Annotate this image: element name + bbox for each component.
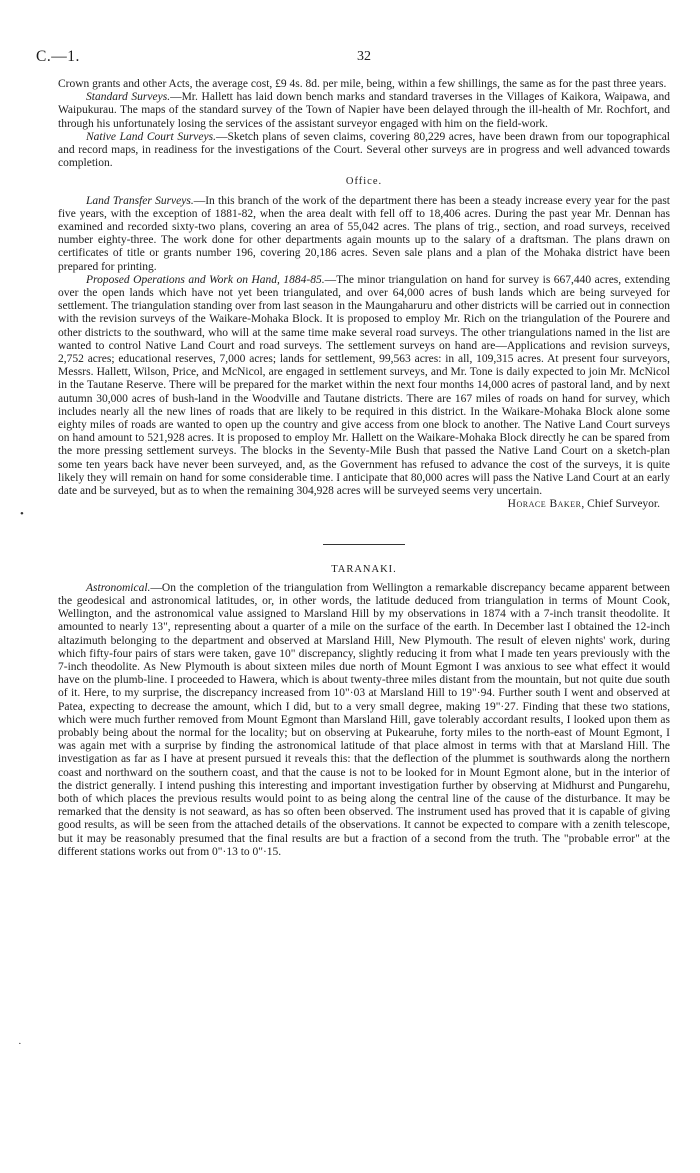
office-heading: Office. — [345, 176, 383, 188]
land-transfer-text: —In this branch of the work of the department there has been a steady increase every year for the past five years, with the exception of 1881-82, when the area dealt with fell off to 18,406 acres. During the past year Mr. Dennan has examined and recorded sixty-two plans, covering an area of 55,042 acres. The plans of trig., section, and road surveys, received number eighty-three. The work done for other departments again mounts up to the salary of a draftsman. The plans drawn on certificates of title or grants number 196, covering 20,186 acres. Seven sale plans and a plan of the Mohaka district have been prepared for printing. — [58, 194, 670, 273]
signature-title: , Chief Surveyor. — [581, 498, 660, 511]
page-number: 32 — [357, 49, 371, 64]
astronomical-text: —On the completion of the triangulation from Wellington a remarkable discrepancy became apparent between the geodesical and astronomical latitudes, or, in other words, the latitude deduced from triangulation in terms of Mount Cook, Wellington, and the astronomical value assigned to Marsland Hill by my observations in 1874 with a 7-inch transit theodolite. It amounted to nearly 13", representing about a quarter of a mile on the surface of the earth. In December last I obtained the 12-inch altazimuth belonging to the department and observed at Marsland Hill, New Plymouth. The result of eleven nights' work, during which fifty-four pairs of stars were taken, gave 10" discrepancy, slightly reducing it from what I made ten years previously with the 7-inch theodolite. As New Plymouth is about sixteen miles due north of Mount Egmont I was anxious to see what effect it would have on the plumb-line. I proceeded to Hawera, which is about twenty-three miles distant from the mountain, but not quite due south of it. Here, to my surprise, the discrepancy increased from 10"·03 at Marsland Hill to 19"·94. Further south I went and observed at Patea, expecting to decrease the amount, which I did, but to a very small degree, making 19"·27. Finding that these two stations, which were much further removed from Mount Egmont than Marsland Hill, gave tolerably accordant results, I looked upon them as probably being about the normal for the locality; but on observing at Pukearuhe, forty miles to the north-east of Mount Egmont, I was again met with a surprise by finding the astronomical latitude of that place almost in terms with that at Marsland Hill. The investigation as far as I have at present pursued it reveals this: that the deflection of the plummet is southwards along the northern coast and northward on the southern coast, and that the cause is not to be looked for in Mount Egmont alone, but in the interior of the district generally. I intend pushing this interesting and important investigation further by observing at Midhurst and Pungarehu, both of which places the previous results would point to as being along the central line of the cause of the disturbance. It may be remarked that the density is not seaward, as has so often been observed. The instrument used has proved that it is capable of giving good results, as will be seen from the attached details of the observations. It cannot be expected to compare with a zenith telescope, but it may be reasonably presumed that the final results are but a fraction of a second from the truth. The "probable error" at the different stations works out from 0"·13 to 0"·15. — [58, 581, 670, 858]
astronomical-title: Astronomical. — [86, 581, 151, 594]
paragraph-astronomical — [58, 582, 670, 859]
paragraph-land-transfer — [58, 195, 670, 274]
native-land-court-text: —Sketch plans of seven claims, covering 80,229 acres, have been drawn from our topographical and record maps, in readiness for the investigations of the Court. Several other surveys are in progress and well advanced towards completion. — [58, 130, 670, 170]
signature-name: Horace Baker — [507, 498, 582, 511]
land-transfer-title: Land Transfer Surveys. — [86, 194, 194, 207]
taranaki-heading: TARANAKI. — [331, 563, 397, 575]
margin-dot: • — [20, 508, 24, 520]
proposed-operations-title: Proposed Operations and Work on Hand, 1884-85. — [86, 273, 325, 286]
section-divider — [323, 544, 405, 545]
native-land-court-title: Native Land Court Surveys. — [86, 130, 216, 143]
standard-surveys-text: —Mr. Hallett has laid down bench marks and standard traverses in the Villages of Kaikora, Waipawa, and Waipukurau. The maps of the standard survey of the Town of Napier have been delayed through the ill-health of Mr. Rochfort, and through his unfortunately losing the services of the assistant surveyor engaged with him on the field-work. — [58, 91, 670, 130]
paragraph-standard-surveys — [58, 91, 670, 131]
proposed-operations-text: —The minor triangulation on hand for survey is 667,440 acres, extending over the open lands which have not yet been triangulated, and over 64,000 acres of bush lands which are being surveyed for settlement. The triangulation standing over from last season in the Maungaharuru and other districts will be carried out in connection with the revision surveys of the Waikare-Mohaka Block. It is proposed to employ Mr. Rich on the triangulation of the Pourere and other districts to the southward, who will at the same time make several road surveys. The other triangulations named in the list are wanted to control Native Land Court and road surveys. The settlement surveys on hand are—Applications and revision surveys, 2,752 acres; educational reserves, 7,000 acres; lands for settlement, 99,563 acres: in all, 109,315 acres. At present four surveyors, Messrs. Hallett, Wilson, Price, and McNicol, are engaged in settlement surveys, and Mr. Tone is daily expected to join Mr. McNicol in the Tautane Reserve. There will be prepared for the market within the next four months 14,000 acres of pastoral land, and by next autumn 30,000 acres of bush-land in the Woodville and Tautane districts. There are 167 miles of roads on hand for survey, which includes nearly all the new lines of roads that are likely to be required in this district. In the Waikare-Mohaka Block alone some eighty miles of roads are wanted to open up the country and give access from one block to another. The Native Land Court surveys on hand amount to 521,928 acres. It is proposed to employ Mr. Hallett on the Waikare-Mohaka Block directly he can be spared from the more pressing settlement surveys. The blocks in the Seventy-Mile Bush that passed the Native Land Court on a sketch-plan some ten years back have never been surveyed, and, as the Government has refused to advance the cost of the surveys, it is quite likely they will remain on hand for some considerable time. I anticipate that 80,000 acres will pass the Native Land Court at an early date and be surveyed, but as to when the remaining 304,928 acres will be surveyed seems very uncertain. — [58, 273, 670, 498]
signature — [58, 498, 670, 511]
page-header — [36, 48, 670, 72]
paragraph-native-land-court — [58, 131, 670, 171]
report-reference: C.—1. — [36, 48, 80, 65]
margin-tick: · — [18, 1038, 22, 1050]
paragraph-crown-grants: Crown grants and other Acts, the average cost, £9 4s. 8d. per mile, being, within a few shillings, the same as for the past three years. — [58, 78, 667, 90]
standard-surveys-title: Standard Surveys. — [86, 91, 171, 104]
paragraph-proposed-operations — [58, 274, 670, 498]
